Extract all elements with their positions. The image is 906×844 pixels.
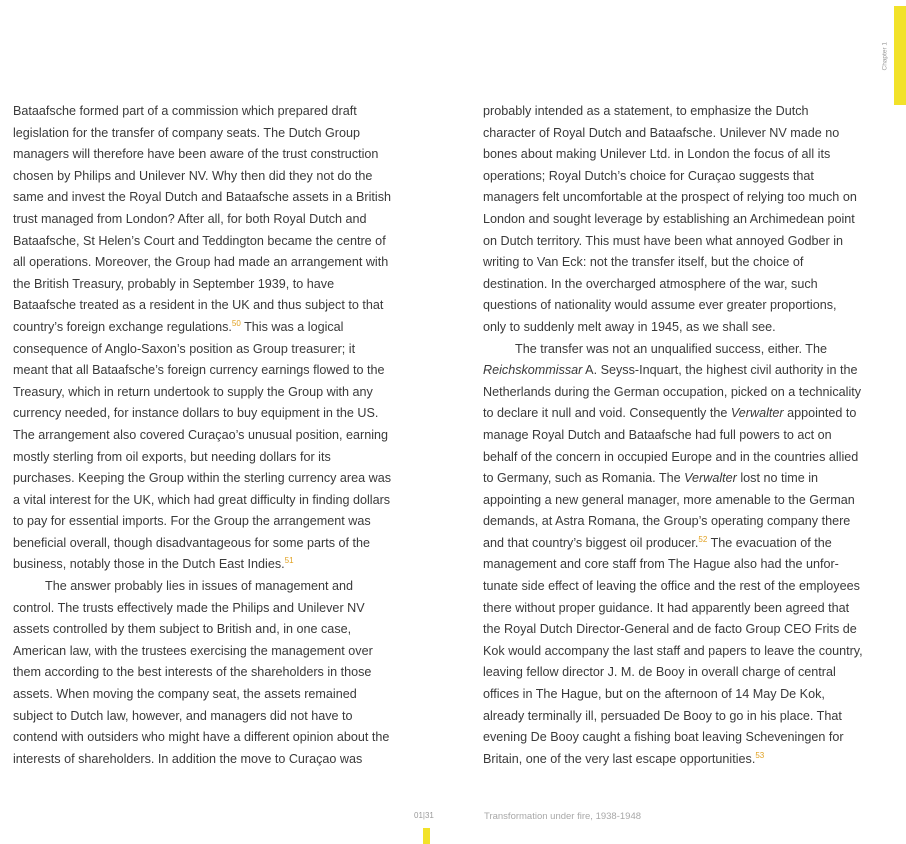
chapter-label: Chapter 1 [881,41,889,71]
footnote-marker[interactable]: 52 [698,534,708,544]
page-marker [423,828,430,844]
paragraph: Bataafsche formed part of a commission which prepared draft legislation for the transfer of company seats. The Dutch Group managers will therefore have been aware of the trust construction chosen by Philips and Unilever NV. Why then did they not do the same and invest the Royal Dutch and Bataafsche assets in a British trust managed from London? After all, for both Royal Dutch and Bataafsche, St Helen’s Court and Teddington became the centre of all operations. Moreover, the Group had made an arrangement with the British Treasury, probably in September 1939, to have Bataafsche treated as a resident in the UK and thus subject to that country’s foreign exchange regulations.$^{50}$ This was a logical consequence of Anglo-Saxon’s position as Group treasurer; it meant that all Bataafsche’s foreign currency earnings flowed to the Treasury, which in return undertook to supply the Group with any currency needed, for instance dollars to buy equipment in the US. The arrangement also covered Curaçao’s unusual position, earning mostly sterling from oil exports, but needing dollars for its purchases. Keeping the Group within the sterling currency area was a vital interest for the UK, which had great difficulty in finding dollars to pay for essential imports. For the Group the arrangement was beneficial overall, though disadvantageous for some parts of the business, notably those in the Dutch East Indies.$^{51}$ [13,104,392,572]
paragraph: The transfer was not an unqualified success, either. The Reichskommissar A. Seyss-Inquart, the highest civil authority in the Netherlands during the German occupation, picked on a technicality to declare it null and void. Consequently the Verwalter appointed to manage Royal Dutch and Bataafsche had full powers to act on behalf of the concern in occupied Europe and in the countries allied to Germany, such as Romania. The Verwalter lost no time in appointing a new general manager, more amenable to the German demands, at Astra Romana, the Group’s operating company there and that country’s biggest oil producer.$^{52}$ The evacuation of the management and core staff from The Hague also had the unfor-tunate side effect of leaving the office and the rest of the employees there without proper guidance. It had apparently been agreed that the Royal Dutch Director-General and de facto Group CEO Frits de Kok would accompany the last staff and papers to leave the country, leaving fellow director J. M. de Booy in overall charge of central offices in The Hague, but on the afternoon of 14 May De Kok, already terminally ill, persuaded De Booy to go in his place. That evening De Booy caught a fishing boat leaving Scheveningen for Britain, one of the very last escape opportunities.$^{53}$ [483,341,863,766]
footnote-marker[interactable]: 53 [755,750,765,760]
paragraph: The answer probably lies in issues of management and control. The trusts effectively made the Philips and Unilever NV assets controlled by them subject to British and, in one case, American law, with the trustees exercising the management over them according to the best interests of the shareholders in those assets. When moving the company seat, the assets remained subject to Dutch law, however, and managers did not have to contend with outsiders who might have a different opinion about the interests of shareholders. In addition the move to Curaçao was [13,579,390,766]
running-title: Transformation under fire, 1938-1948 [484,811,642,822]
footnote-marker[interactable]: 50 [231,318,241,328]
footnote-marker[interactable]: 51 [284,556,294,566]
right-column [483,101,863,770]
chapter-tab [894,6,906,105]
paragraph: probably intended as a statement, to emphasize the Dutch character of Royal Dutch and Bataafsche. Unilever NV made no bones about making Unilever Ltd. in London the focus of all its operations; Royal Dutch’s choice for Curaçao suggests that managers felt uncomfortable at the prospect of relying too much on London and sought leverage by establishing an Archimedean point on Dutch territory. This must have been what annoyed Godber in writing to Van Eck: not the transfer itself, but the choice of destination. In the overcharged atmosphere of the war, such questions of nationality would assume ever greater proportions, only to suddenly melt away in 1945, as we shall see. [483,104,857,334]
left-column [13,101,393,770]
page-number: 01|31 [414,811,434,820]
